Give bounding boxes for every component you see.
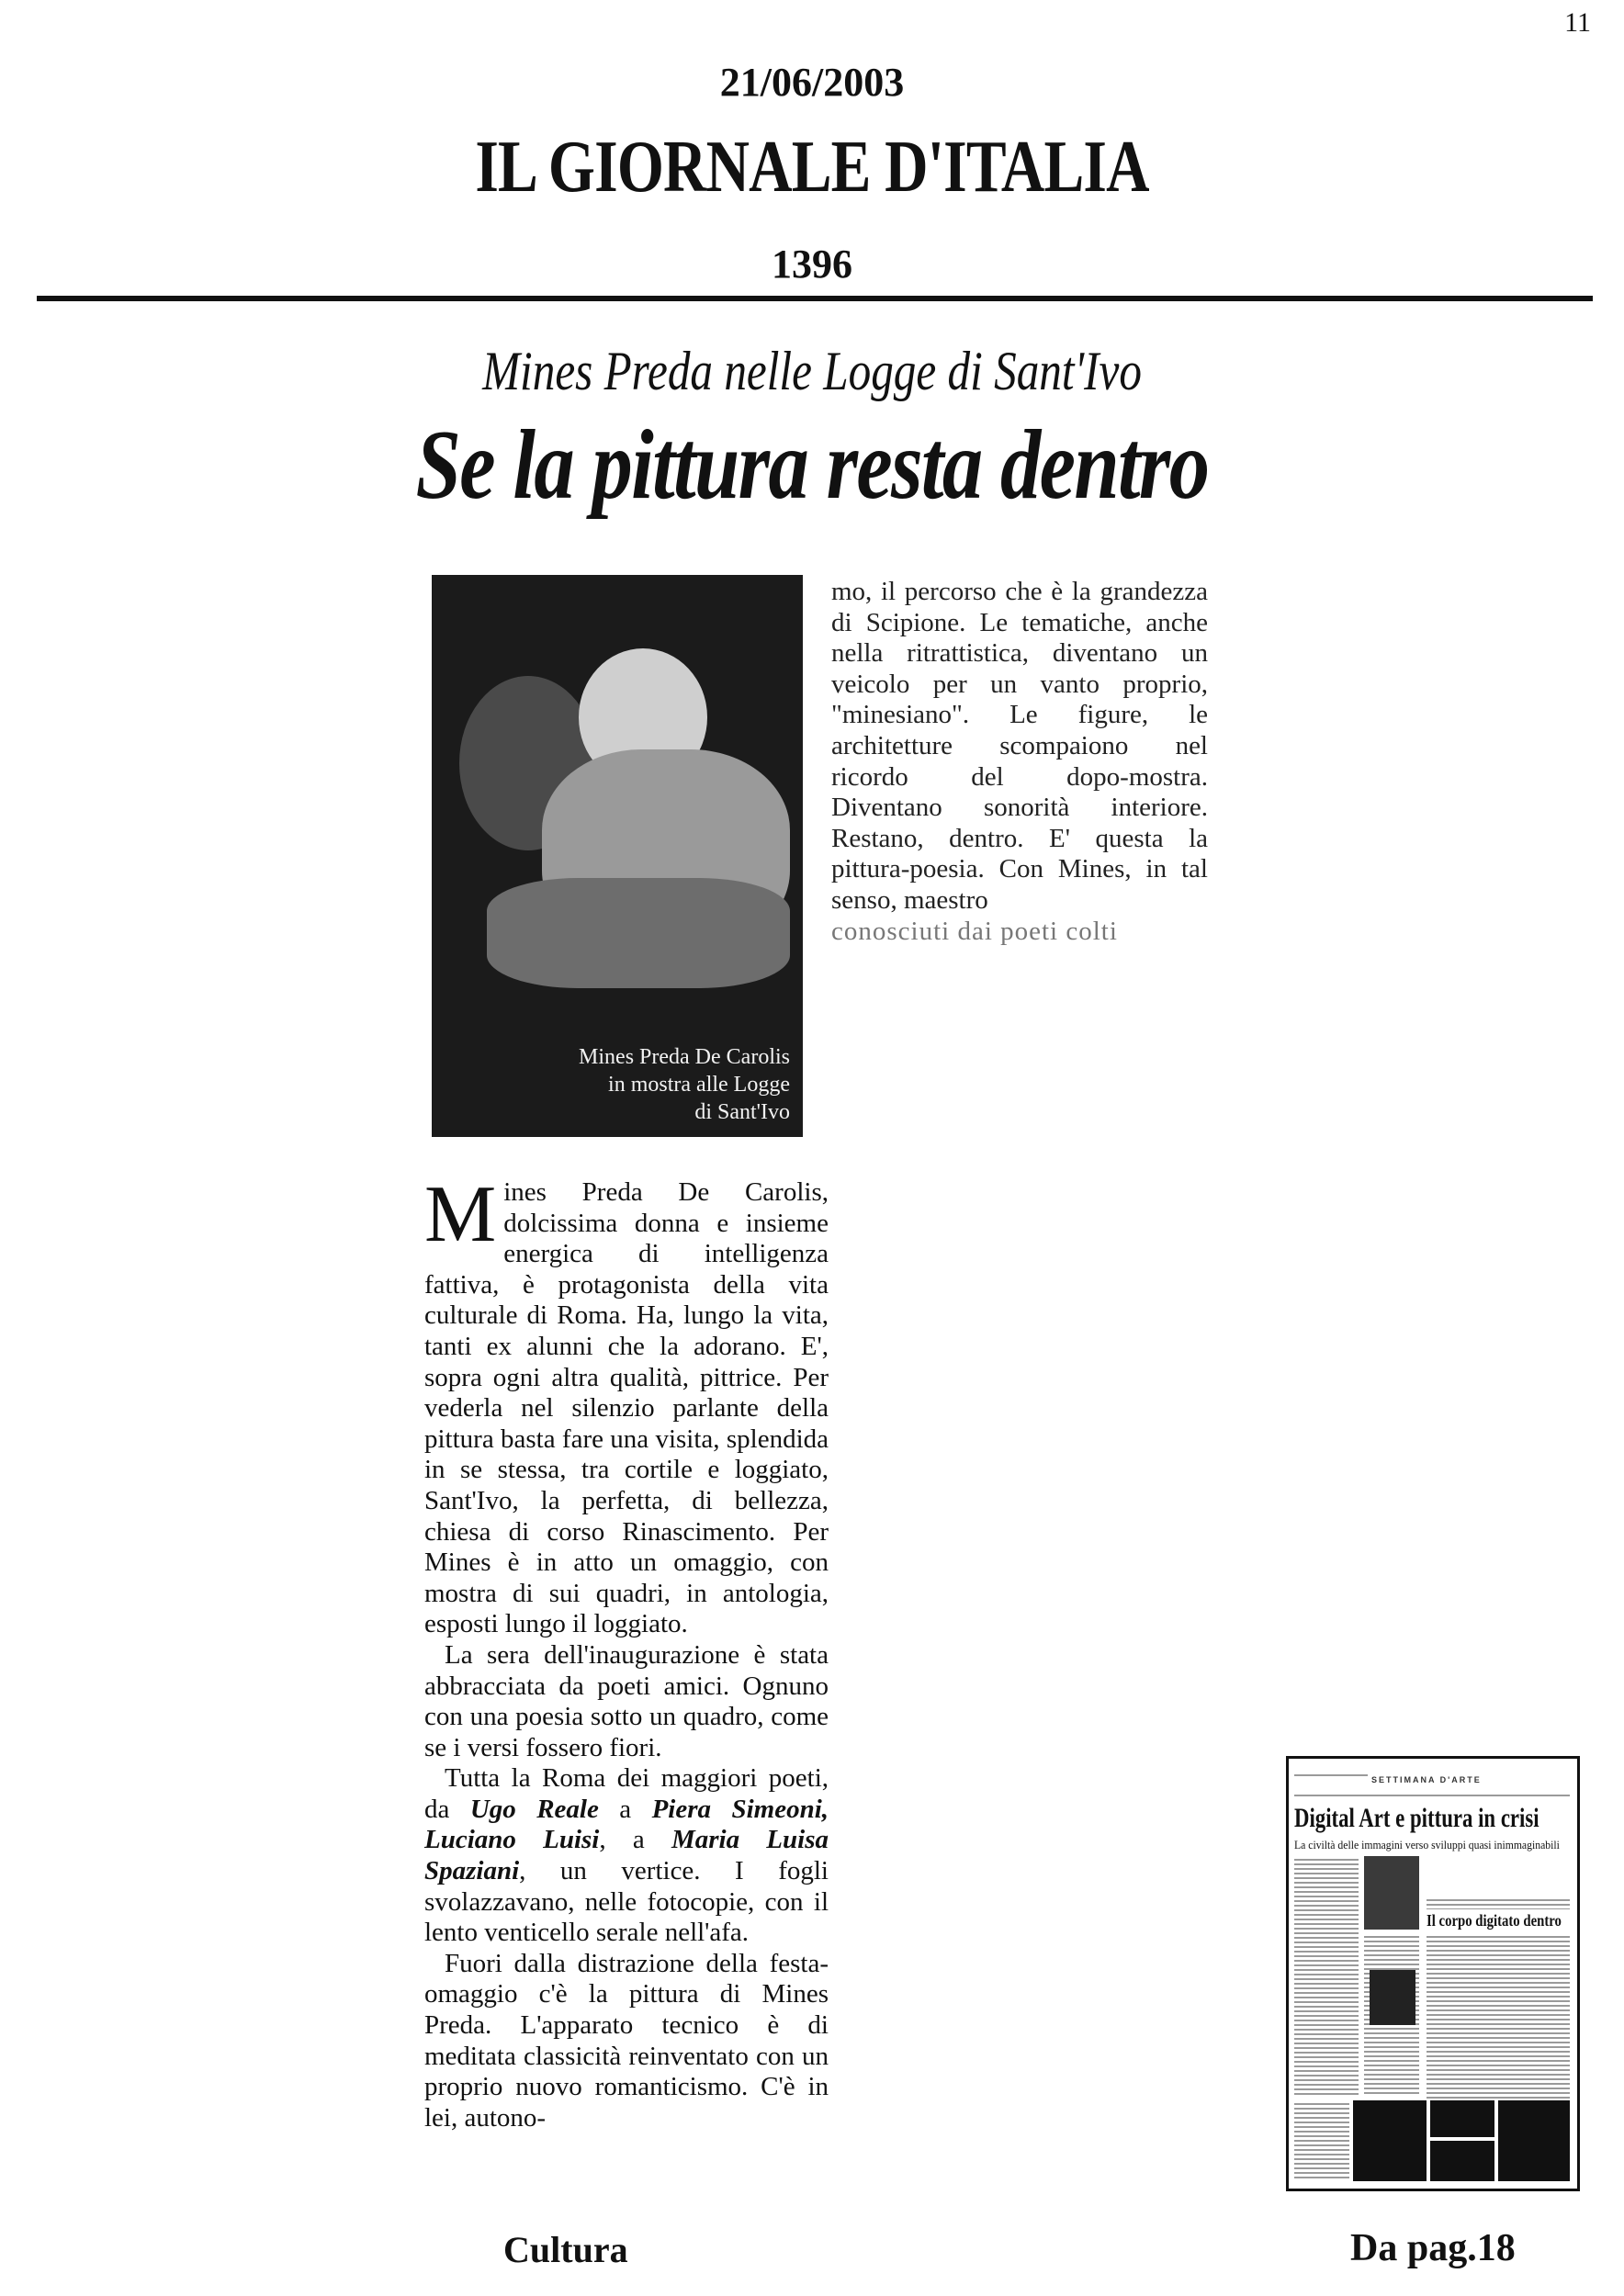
thumbnail-inner-headline: Il corpo digitato dentro: [1427, 1911, 1562, 1930]
section-label: Cultura: [503, 2229, 628, 2270]
related-page-thumbnail[interactable]: [1286, 1756, 1580, 2191]
poets-text: Tutta la Roma dei maggiori poeti, da: [424, 1763, 829, 1824]
newspaper-masthead: IL GIORNALE D'ITALIA: [475, 127, 1149, 208]
opening-paragraph: [424, 1170, 829, 1640]
photo-drawing-board: [487, 878, 790, 988]
caption-line: Mines Preda De Carolis: [579, 1045, 790, 1069]
thumbnail-section-line: SETTIMANA D'ARTE: [1371, 1775, 1482, 1784]
thumbnail-ad-block: [1498, 2100, 1570, 2181]
right-column: [831, 577, 1208, 947]
thumbnail-text-block: [1294, 1792, 1570, 1799]
thumbnail-headline: Digital Art e pittura in crisi: [1294, 1803, 1539, 1833]
caption-line: di Sant'Ivo: [694, 1100, 790, 1124]
poets-text: , a: [599, 1825, 671, 1855]
thumbnail-text-block: [1294, 1856, 1359, 2095]
thumbnail-image: [1364, 1856, 1419, 1930]
thumbnail-rule: [1294, 1772, 1368, 1777]
article-photo: [432, 575, 803, 1137]
caption-line: in mostra alle Logge: [608, 1073, 790, 1097]
poets-text: a: [598, 1794, 652, 1824]
thumbnail-ad-block: [1430, 2141, 1494, 2181]
article-kicker: Mines Preda nelle Logge di Sant'Ivo: [482, 341, 1142, 401]
thumbnail-subheadline: La civiltà delle immagini verso sviluppi quasi inimmaginabili: [1294, 1838, 1560, 1851]
photo-caption: [579, 1043, 790, 1126]
drop-cap: M: [424, 1170, 497, 1259]
right-column-faded-line: conosciuti dai poeti colti: [831, 916, 1118, 946]
right-column-text: mo, il percorso che è la grandezza di Scipione. Le tematiche, anche nella ritrattistica, diventano un veicolo per un vanto proprio, "minesiano". Le figure, le architetture scompaiono nel ricordo del dopo-mostra. Diventano sonorità interiore. Restano, dentro. E' questa la pittura-poesia. Con Mines, in tal senso, maestro: [831, 577, 1208, 915]
opening-text: ines Preda De Carolis, dolcissima donna e insieme energica di intelligenza fattiva, è protagonista della vita culturale di Roma. Ha, lungo la vita, tanti ex alunni che la adorano. E', sopra ogni altra qualità, pittrice. Per vederla nel silenzio parlante della pittura basta fare una visita, splendida in se stessa, tra cortile e loggiato, Sant'Ivo, la perfetta, di bellezza, chiesa di corso Rinascimento. Per Mines è in atto un omaggio, con mostra di sui quadri, in antologia, esposti lungo il loggiato.: [424, 1177, 829, 1639]
poet-name: Piera Simeoni, Luciano Luisi: [424, 1794, 829, 1855]
closing-paragraph: Fuori dalla distrazione della festa-omaggio c'è la pittura di Mines Preda. L'apparato tecnico è di meditata classicità reinventato con un proprio nuovo romanticismo. C'è in lei, autono-: [424, 1948, 829, 2133]
poets-paragraph: [424, 1763, 829, 1949]
thumbnail-text-block: [1427, 1896, 1570, 1909]
publication-date: 21/06/2003: [719, 60, 905, 105]
poets-text: , un vertice. I fogli svolazzavano, nelle fotocopie, con il lento venticello serale nell'afa.: [424, 1856, 829, 1948]
page-number: 11: [1564, 7, 1591, 38]
thumbnail-text-block: [1294, 2100, 1349, 2181]
article-headline: Se la pittura resta dentro: [415, 411, 1209, 520]
poet-name: Ugo Reale: [469, 1794, 599, 1824]
continued-from-label: Da pag.18: [1350, 2227, 1516, 2269]
thumbnail-image: [1370, 1970, 1415, 2025]
thumbnail-ad-block: [1430, 2100, 1494, 2137]
inauguration-paragraph: La sera dell'inaugurazione è stata abbracciata da poeti amici. Ognuno con una poesia sotto un quadro, come se i versi fossero fiori.: [424, 1639, 829, 1762]
header-rule: [37, 296, 1593, 301]
poet-name: Maria Luisa Spaziani: [424, 1825, 829, 1886]
issue-number: 1396: [772, 242, 852, 287]
thumbnail-ad-block: [1353, 2100, 1427, 2181]
left-column: [424, 1170, 829, 2133]
thumbnail-text-block: [1427, 1933, 1570, 2099]
